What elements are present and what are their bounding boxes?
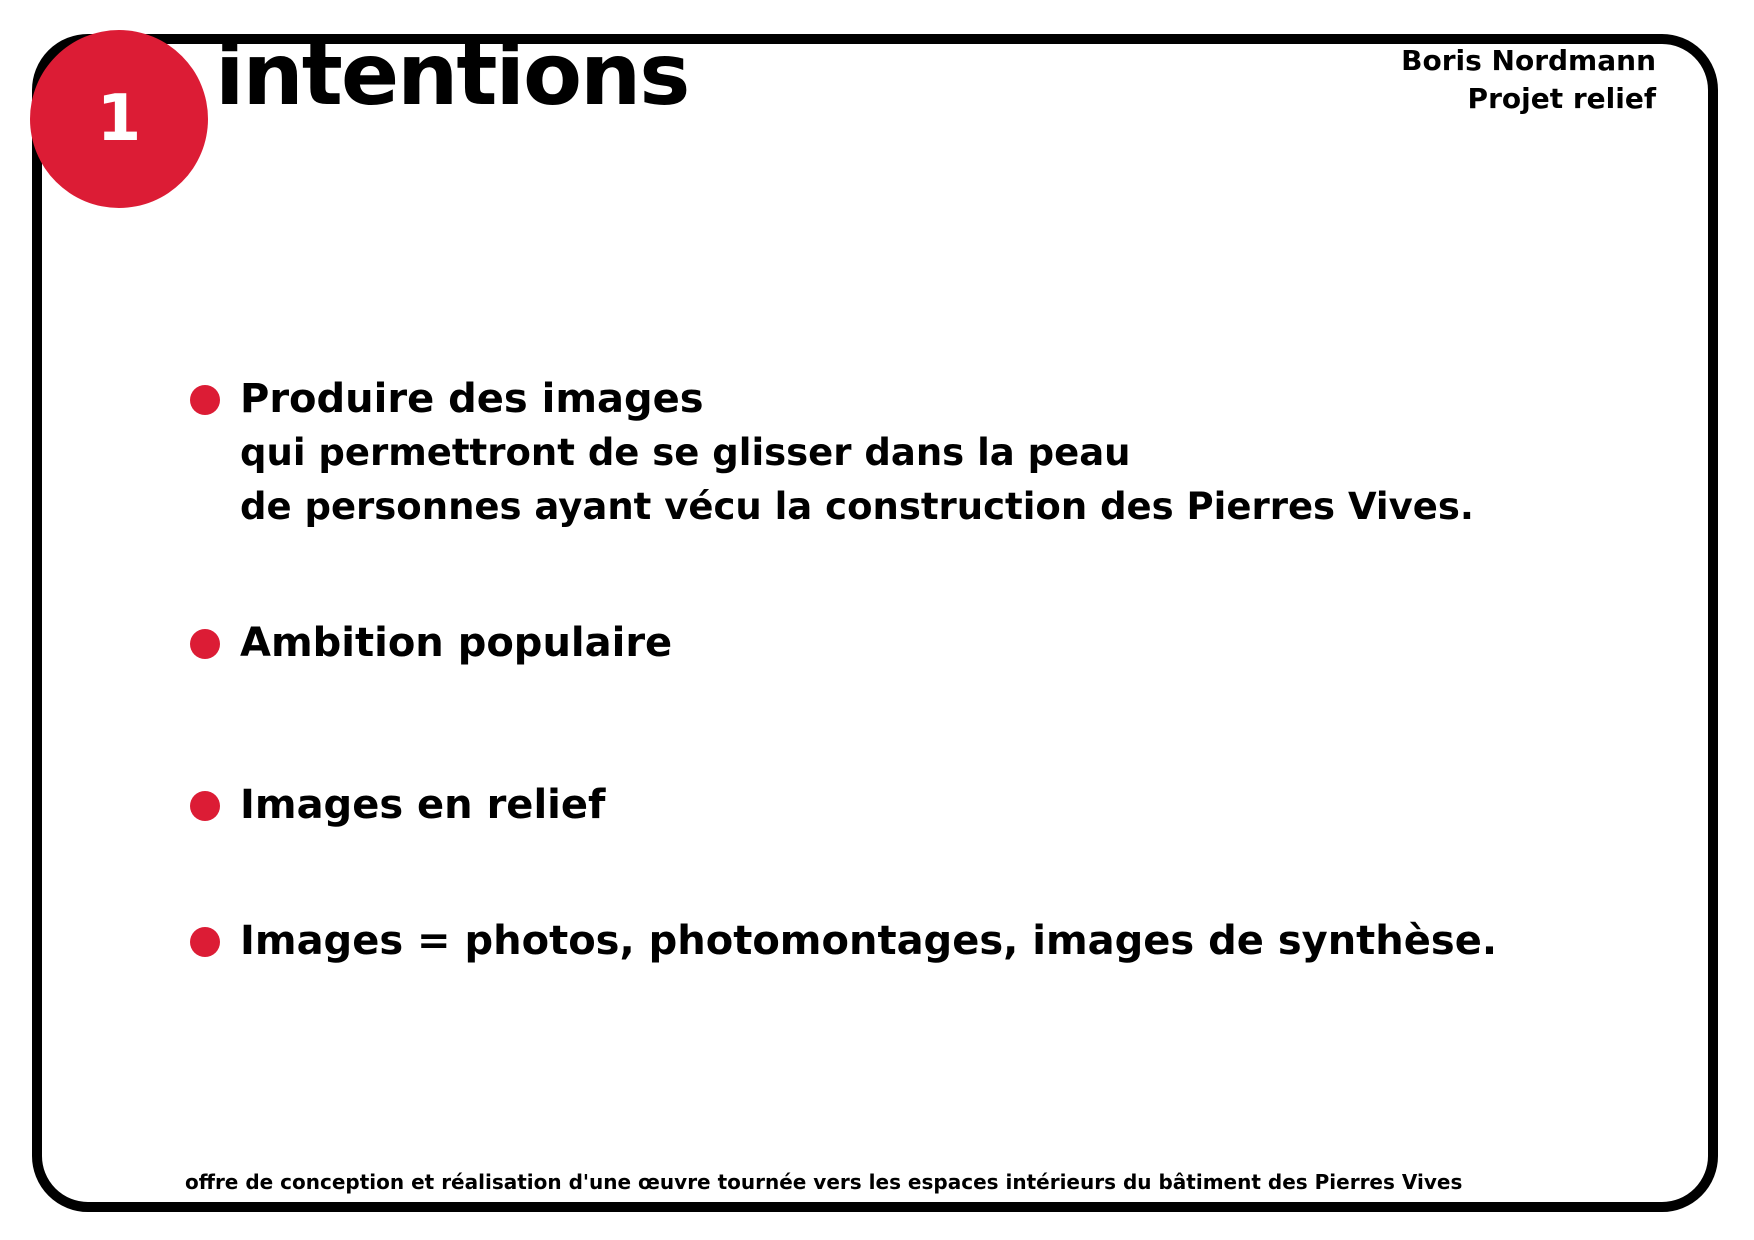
bullet-lead: Ambition populaire — [240, 620, 673, 666]
bullet-lead: Produire des images — [240, 376, 704, 422]
bullet-dot — [190, 629, 220, 659]
bullet-lead: Images en relief — [240, 782, 606, 828]
author-block — [1401, 42, 1656, 118]
bullet-item — [190, 778, 605, 832]
slide-number: 1 — [96, 82, 142, 156]
bullet-item — [190, 914, 1497, 968]
bullet-dot — [190, 927, 220, 957]
bullet-dot — [190, 385, 220, 415]
bullet-dot — [190, 791, 220, 821]
project-name: Projet relief — [1467, 82, 1656, 115]
bullet-item — [190, 372, 1474, 534]
author-name: Boris Nordmann — [1401, 44, 1656, 77]
bullet-line: de personnes ayant vécu la construction des Pierres Vives. — [240, 485, 1474, 528]
slide-title: intentions — [215, 25, 689, 125]
bullet-item — [190, 616, 672, 670]
bullet-line: qui permettront de se glisser dans la peau — [240, 431, 1131, 474]
slide-number-badge — [30, 30, 208, 208]
bullet-lead: Images = photos, photomontages, images de synthèse. — [240, 918, 1498, 964]
footer-text: offre de conception et réalisation d'une œuvre tournée vers les espaces intérieurs du bâtiment des Pierres Vives — [185, 1170, 1463, 1194]
